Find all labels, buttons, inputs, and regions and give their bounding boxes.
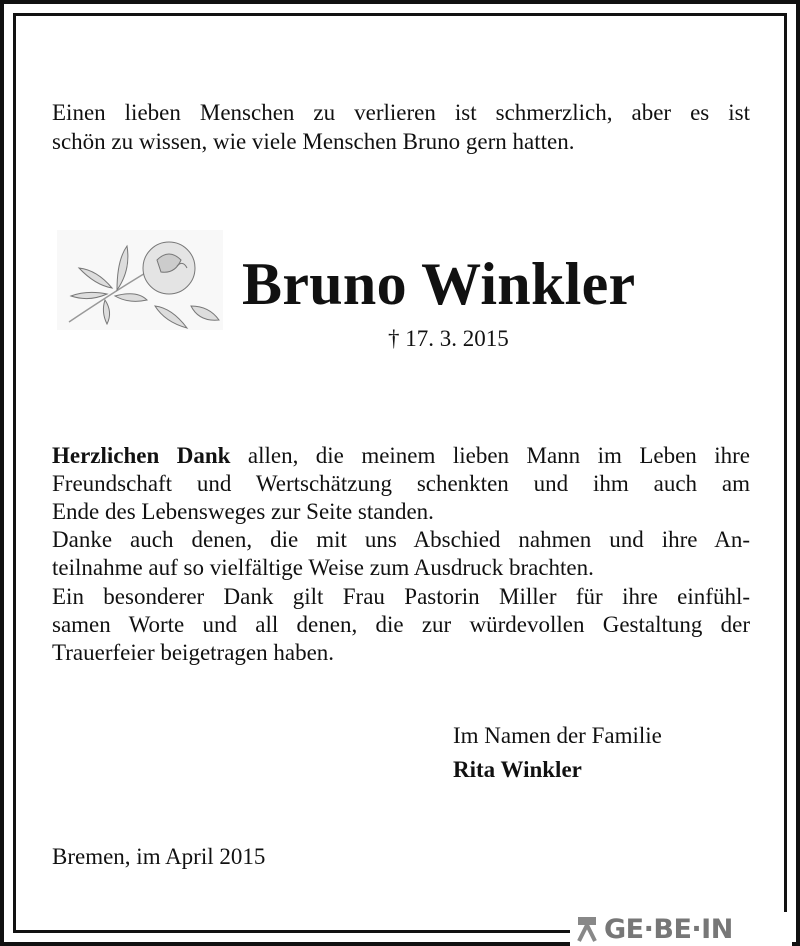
thanks-bold: Herzlichen Dank <box>52 443 231 468</box>
death-date: † 17. 3. 2015 <box>388 326 509 351</box>
thanks-line-8: Trauerfeier beigetragen haben. <box>52 640 335 665</box>
signature-line: Im Namen der Familie <box>453 723 662 748</box>
thanks-line-1 <box>52 442 750 470</box>
thanks-line-7: samen Worte und all denen, die zur würdevollen Gestaltung der <box>52 612 750 637</box>
place-date: Bremen, im April 2015 <box>52 844 266 869</box>
intro-line-1: Einen lieben Menschen zu verlieren ist schmerzlich, aber es ist <box>52 100 750 125</box>
gebein-logo <box>570 912 792 946</box>
signature-name: Rita Winkler <box>453 757 582 782</box>
thanks-line-2: Freundschaft und Wertschätzung schenkten und ihm auch am <box>52 471 750 496</box>
logo-figure-icon <box>576 916 598 942</box>
rose-illustration <box>57 230 223 330</box>
thanks-line-3: Ende des Lebensweges zur Seite standen. <box>52 499 434 524</box>
thanks-line-4: Danke auch denen, die mit uns Abschied nahmen und ihre An- <box>52 527 750 552</box>
thanks-first-rest: allen, die meinem lieben Mann im Leben ihre <box>230 443 750 468</box>
deceased-name: Bruno Winkler <box>242 251 636 317</box>
intro-line-2: schön zu wissen, wie viele Menschen Bruno gern hatten. <box>52 129 575 154</box>
thanks-line-6: Ein besonderer Dank gilt Frau Pastorin Miller für ihre einfühl- <box>52 584 750 609</box>
logo-text: GE·BE·IN <box>604 913 733 945</box>
thanks-line-5: teilnahme auf so vielfältige Weise zum Ausdruck brachten. <box>52 555 594 580</box>
